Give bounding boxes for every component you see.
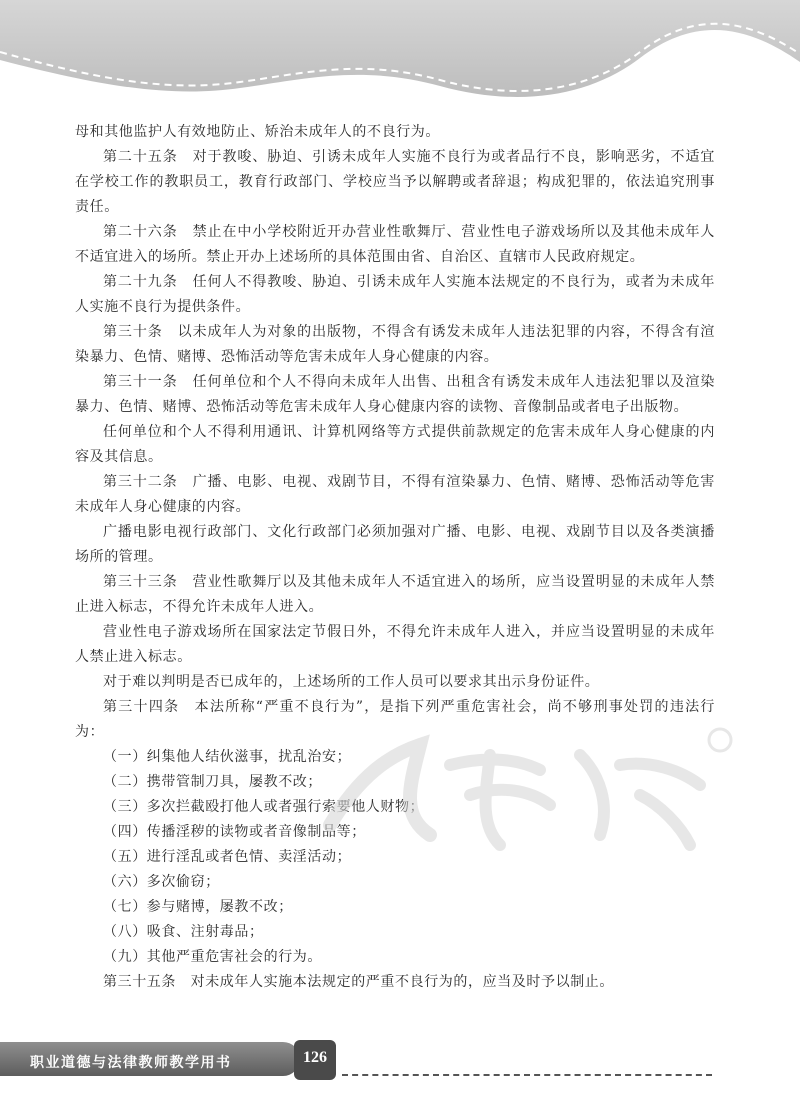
footer-title-band (0, 1042, 300, 1076)
paragraph: 第二十九条 任何人不得教唆、胁迫、引诱未成年人实施本法规定的不良行为，或者为未成年人实施不良行为提供条件。 (75, 274, 715, 315)
paragraph: 第三十条 以未成年人为对象的出版物，不得含有诱发未成年人违法犯罪的内容，不得含有渲染暴力、色情、赌博、恐怖活动等危害未成年人身心健康的内容。 (75, 324, 715, 365)
paragraph: 广播电影电视行政部门、文化行政部门必须加强对广播、电影、电视、戏剧节目以及各类演播场所的管理。 (75, 524, 715, 565)
wave-decoration (0, 0, 800, 120)
list-item: （三）多次拦截殴打他人或者强行索要他人财物； (103, 799, 425, 815)
paragraph: 母和其他监护人有效地防止、矫治未成年人的不良行为。 (75, 124, 440, 140)
list-item: （九）其他严重危害社会的行为。 (103, 949, 322, 965)
paragraph: 第二十五条 对于教唆、胁迫、引诱未成年人实施不良行为或者品行不良，影响恶劣，不适宜在学校工作的教职员工，教育行政部门、学校应当予以解聘或者辞退；构成犯罪的，依法追究刑事责任。 (75, 149, 715, 215)
list-item: （八）吸食、注射毒品； (103, 924, 264, 940)
paragraph: 营业性电子游戏场所在国家法定节假日外，不得允许未成年人进入，并应当设置明显的未成年人禁止进入标志。 (75, 624, 715, 665)
paragraph: 第三十三条 营业性歌舞厅以及其他未成年人不适宜进入的场所，应当设置明显的未成年人禁止进入标志，不得允许未成年人进入。 (75, 574, 715, 615)
book-title: 职业道德与法律教师教学用书 (30, 1055, 232, 1071)
paragraph: 第三十五条 对未成年人实施本法规定的严重不良行为的，应当及时予以制止。 (103, 974, 614, 990)
footer-dashed-rule (342, 1074, 712, 1076)
document-body (75, 120, 715, 995)
page-footer (0, 1040, 800, 1100)
list-item: （七）参与赌博，屡教不改； (103, 899, 293, 915)
page-number: 126 (303, 1049, 327, 1066)
paragraph: 第三十一条 任何单位和个人不得向未成年人出售、出租含有诱发未成年人违法犯罪以及渲染暴力、色情、赌博、恐怖活动等危害未成年人身心健康内容的读物、音像制品或者电子出版物。 (75, 374, 715, 415)
paragraph: 任何单位和个人不得利用通讯、计算机网络等方式提供前款规定的危害未成年人身心健康的内容及其信息。 (75, 424, 715, 465)
page-number-badge (294, 1040, 336, 1080)
paragraph: 第二十六条 禁止在中小学校附近开办营业性歌舞厅、营业性电子游戏场所以及其他未成年人不适宜进入的场所。禁止开办上述场所的具体范围由省、自治区、直辖市人民政府规定。 (75, 224, 715, 265)
paragraph: 第三十二条 广播、电影、电视、戏剧节目，不得有渲染暴力、色情、赌博、恐怖活动等危害未成年人身心健康的内容。 (75, 474, 715, 515)
list-item: （六）多次偷窃； (103, 874, 220, 890)
list-item: （四）传播淫秽的读物或者音像制品等； (103, 824, 366, 840)
list-item: （五）进行淫乱或者色情、卖淫活动； (103, 849, 352, 865)
list-item: （二）携带管制刀具，屡教不改； (103, 774, 322, 790)
header-band (0, 0, 800, 120)
paragraph: 对于难以判明是否已成年的，上述场所的工作人员可以要求其出示身份证件。 (103, 674, 600, 690)
paragraph: 第三十四条 本法所称“严重不良行为”，是指下列严重危害社会，尚不够刑事处罚的违法行为： (75, 699, 715, 740)
list-item: （一）纠集他人结伙滋事，扰乱治安； (103, 749, 352, 765)
